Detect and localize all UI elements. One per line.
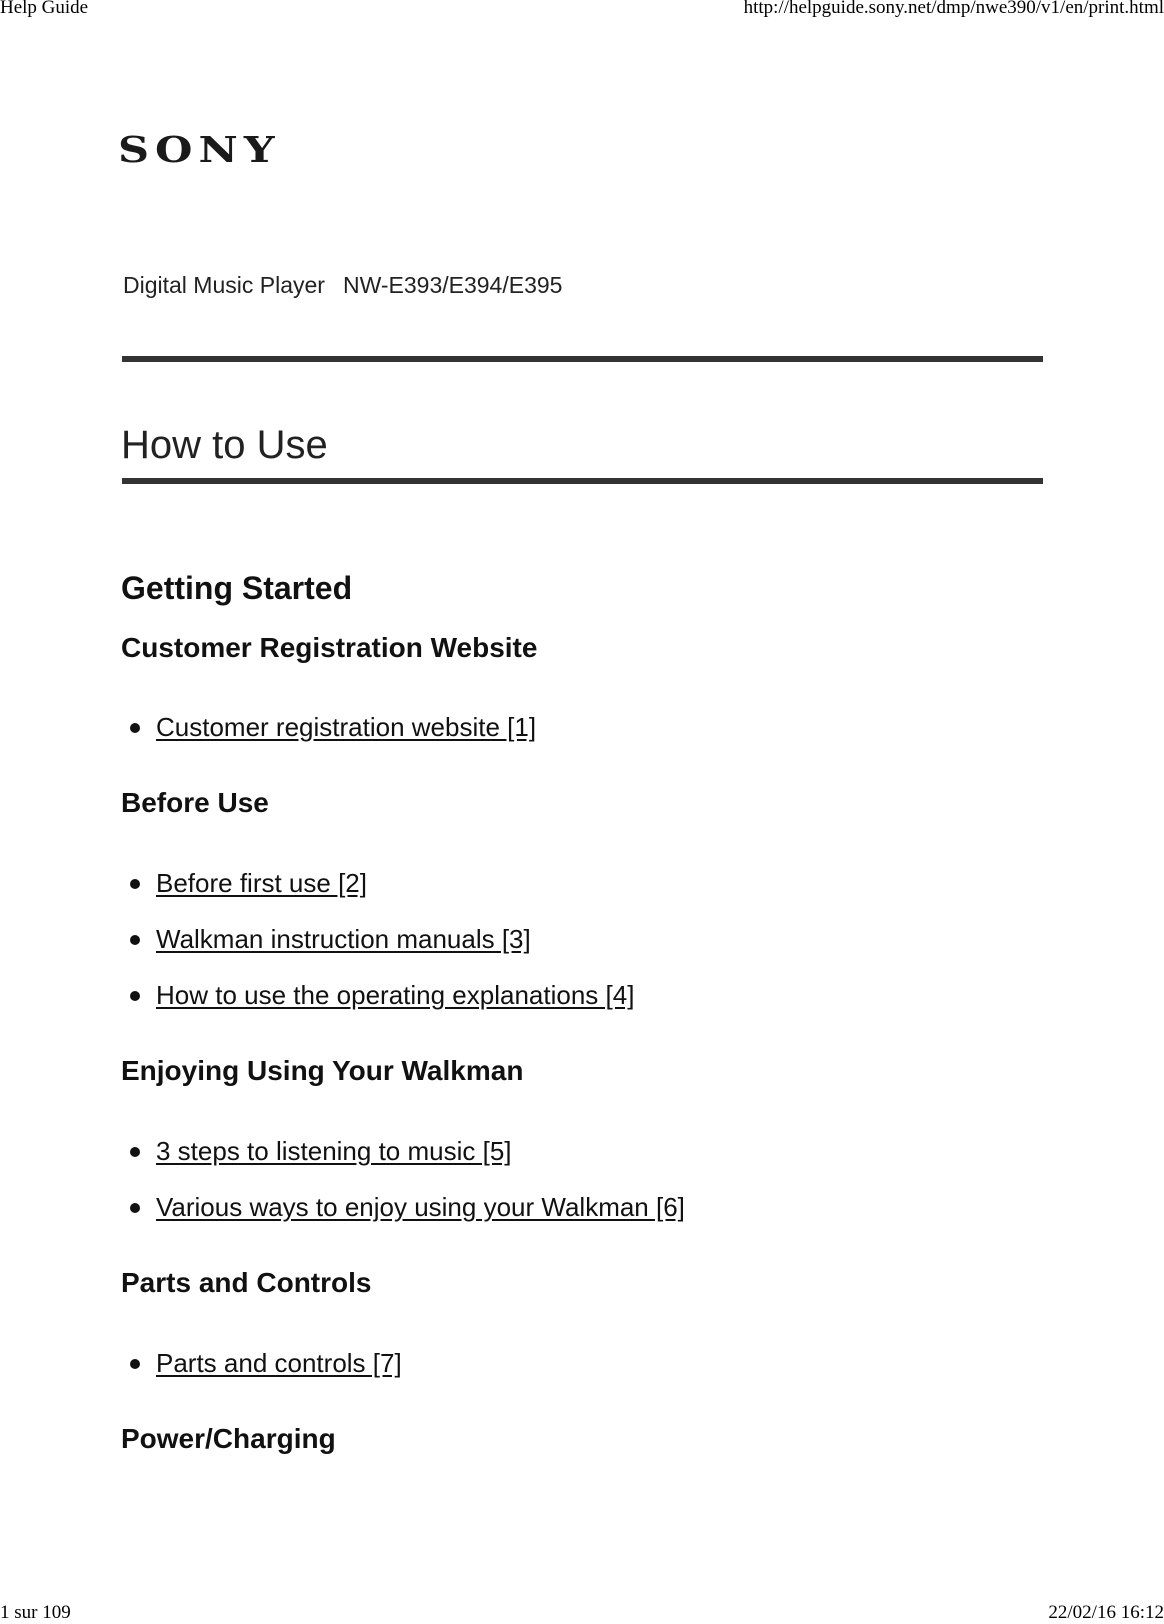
group-title: Before Use	[121, 787, 269, 818]
toc-content	[121, 566, 1041, 1458]
product-type: Digital Music Player	[123, 272, 325, 298]
toc-group	[121, 1420, 1041, 1458]
section-title: Getting Started	[121, 570, 353, 606]
sony-logo: SONY	[118, 130, 281, 171]
toc-group	[121, 629, 1041, 766]
list-item	[121, 1190, 1041, 1246]
list-item	[121, 866, 1041, 922]
page-title: How to Use	[121, 422, 328, 467]
list-item	[121, 978, 1041, 1034]
bullet-icon	[130, 991, 140, 1001]
title-rule-top	[122, 356, 1043, 362]
bullet-icon	[130, 723, 140, 733]
product-line	[123, 272, 562, 299]
toc-link[interactable]: Walkman instruction manuals [3]	[156, 924, 531, 954]
print-timestamp: 22/02/16 16:12	[1048, 1602, 1164, 1623]
toc-group	[121, 784, 1041, 1034]
list-item	[121, 1346, 1041, 1402]
group-title: Customer Registration Website	[121, 632, 538, 663]
bullet-icon	[130, 1359, 140, 1369]
title-rule-bottom	[122, 478, 1043, 484]
toc-link[interactable]: Customer registration website [1]	[156, 712, 537, 742]
toc-link[interactable]: Parts and controls [7]	[156, 1348, 402, 1378]
toc-link[interactable]: Various ways to enjoy using your Walkman [6]	[156, 1192, 685, 1222]
group-title: Power/Charging	[121, 1423, 336, 1454]
group-title: Parts and Controls	[121, 1267, 372, 1298]
toc-group	[121, 1264, 1041, 1402]
list-item	[121, 1134, 1041, 1190]
group-links	[121, 866, 1041, 1034]
list-item	[121, 922, 1041, 978]
toc-group	[121, 1052, 1041, 1246]
group-title: Enjoying Using Your Walkman	[121, 1055, 524, 1086]
page-counter: 1 sur 109	[0, 1602, 71, 1623]
toc-link[interactable]: How to use the operating explanations [4]	[156, 980, 635, 1010]
product-model: NW-E393/E394/E395	[342, 272, 563, 298]
group-links	[121, 1346, 1041, 1402]
toc-link[interactable]: Before first use [2]	[156, 868, 367, 898]
bullet-icon	[130, 879, 140, 889]
toc-link[interactable]: 3 steps to listening to music [5]	[156, 1136, 512, 1166]
bullet-icon	[130, 1147, 140, 1157]
group-links	[121, 710, 1041, 766]
print-header-title: Help Guide	[0, 0, 89, 18]
group-links	[121, 1134, 1041, 1246]
bullet-icon	[130, 935, 140, 945]
list-item	[121, 710, 1041, 766]
print-header-url: http://helpguide.sony.net/dmp/nwe390/v1/en/print.html	[743, 0, 1164, 18]
bullet-icon	[130, 1203, 140, 1213]
